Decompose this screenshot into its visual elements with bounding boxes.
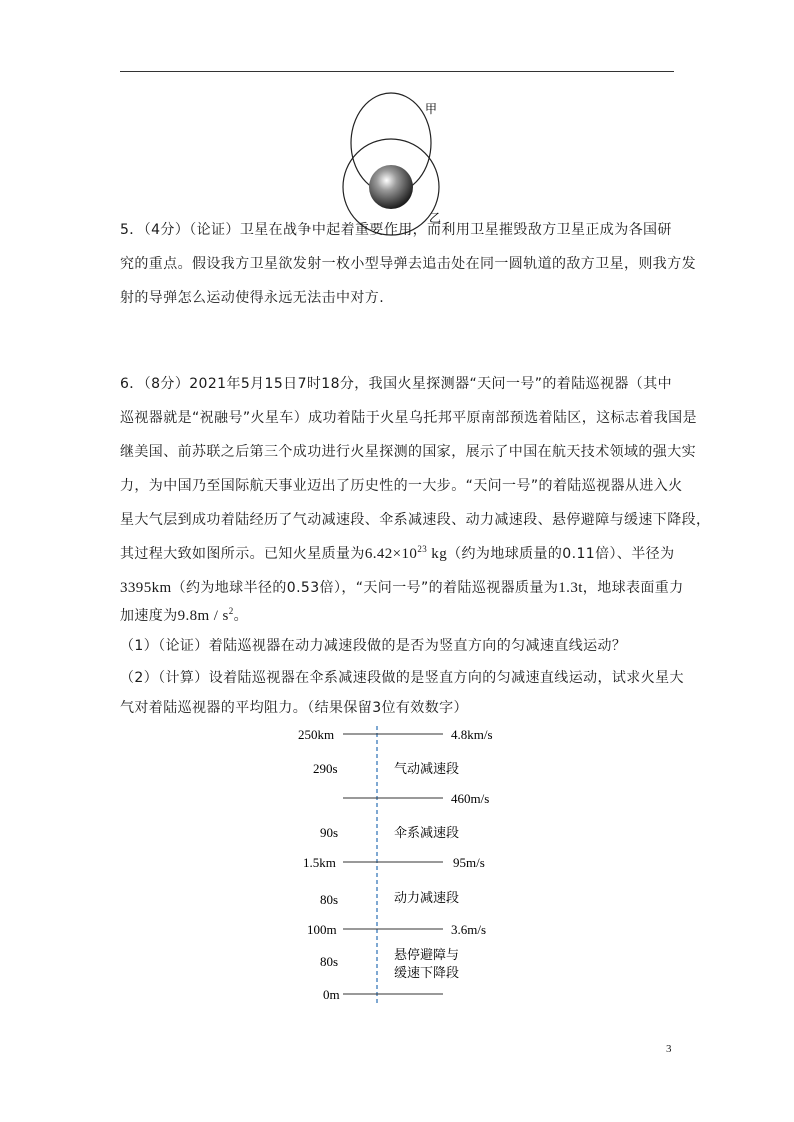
q6-line-6: [120, 543, 680, 563]
mars-mass-base: 6.42×10: [364, 546, 418, 562]
descent-diagram: [290, 722, 520, 1012]
q6-line-2: 巡视器就是“祝融号”火星车）成功着陆于火星乌托邦平原南部预选着陆区，这标志着我国是: [120, 410, 697, 426]
altitude-label: 0m: [323, 987, 340, 1002]
q6-line-4: 力，为中国乃至国际航天事业迈出了历史性的一大步。“天问一号”的着陆巡视器从进入火: [120, 478, 683, 494]
duration-label: 80s: [320, 954, 339, 969]
line8-text-a: 加速度为: [120, 608, 178, 624]
q6-line-8: [120, 605, 680, 625]
duration-label: 290s: [313, 761, 338, 776]
stage-label: 气动减速段: [394, 762, 460, 777]
q5-line-3: 射的导弹怎么运动使得永远无法击中对方.: [120, 290, 385, 306]
altitude-label: 250km: [298, 727, 335, 742]
speed-label: 3.6m/s: [451, 922, 487, 937]
planet: [369, 165, 413, 209]
page-number: 3: [666, 1043, 672, 1055]
q6-line-7: [120, 577, 684, 597]
mars-radius: 3395km: [120, 580, 172, 596]
stage-label: 缓速下降段: [394, 966, 460, 981]
speed-label: 4.8km/s: [451, 727, 493, 742]
mars-mass-exp: 23: [417, 544, 428, 554]
q6-line-1: 6．（8分）2021年5月15日7时18分，我国火星探测器“天问一号”的着陆巡视器（其中: [120, 376, 672, 392]
label-jia: 甲: [425, 102, 438, 116]
q5-line-1: 5．（4分）（论证）卫星在战争中起着重要作用，而利用卫星摧毁敌方卫星正成为各国研: [120, 222, 672, 238]
speed-label: 95m/s: [453, 855, 485, 870]
stage-label: 悬停避障与: [394, 948, 460, 963]
lander-mass: 1.3t: [558, 580, 583, 596]
gravity-value: [178, 608, 234, 624]
q6-sub1: （1）（论证）着陆巡视器在动力减速段做的是否为竖直方向的匀减速直线运动？: [120, 638, 627, 654]
stage-label: 伞系减速段: [394, 826, 460, 841]
speed-label: 460m/s: [451, 791, 490, 806]
label-yi: 乙: [429, 211, 442, 225]
q6-line-5: 星大气层到成功着陆经历了气动减速段、伞系减速段、动力减速段、悬停避障与缓速下降段，: [120, 512, 711, 528]
q5-line-2: 究的重点。假设我方卫星欲发射一枚小型导弹去追击处在同一圆轨道的敌方卫星，则我方发: [120, 256, 696, 272]
duration-label: 90s: [320, 825, 339, 840]
q6-sub2-line-1: （2）（计算）设着陆巡视器在伞系减速段做的是竖直方向的匀减速直线运动，试求火星大: [120, 670, 684, 686]
altitude-label: 1.5km: [303, 855, 336, 870]
gravity-base: 9.8m / s: [177, 608, 229, 624]
line7-text-b: （约为地球半径的0.53倍），“天问一号”的着陆巡视器质量为: [171, 580, 559, 596]
line8-text-b: 。: [233, 608, 249, 624]
line7-text-c: ，地球表面重力: [582, 580, 684, 596]
mars-mass: [365, 546, 447, 562]
line6-text-b: （约为地球质量的0.11倍）、半径为: [447, 546, 675, 562]
altitude-label: 100m: [307, 922, 337, 937]
duration-label: 80s: [320, 892, 339, 907]
line6-text-a: 其过程大致如图所示。已知火星质量为: [120, 546, 365, 562]
mars-mass-unit: kg: [431, 546, 448, 562]
q6-sub2-line-2: 气对着陆巡视器的平均阻力。（结果保留3位有效数字）: [120, 700, 468, 716]
q6-line-3: 继美国、前苏联之后第三个成功进行火星探测的国家，展示了中国在航天技术领域的强大实: [120, 444, 696, 460]
header-rule: [120, 71, 674, 72]
gravity-exp: 2: [228, 606, 234, 616]
stage-label: 动力减速段: [394, 891, 460, 906]
